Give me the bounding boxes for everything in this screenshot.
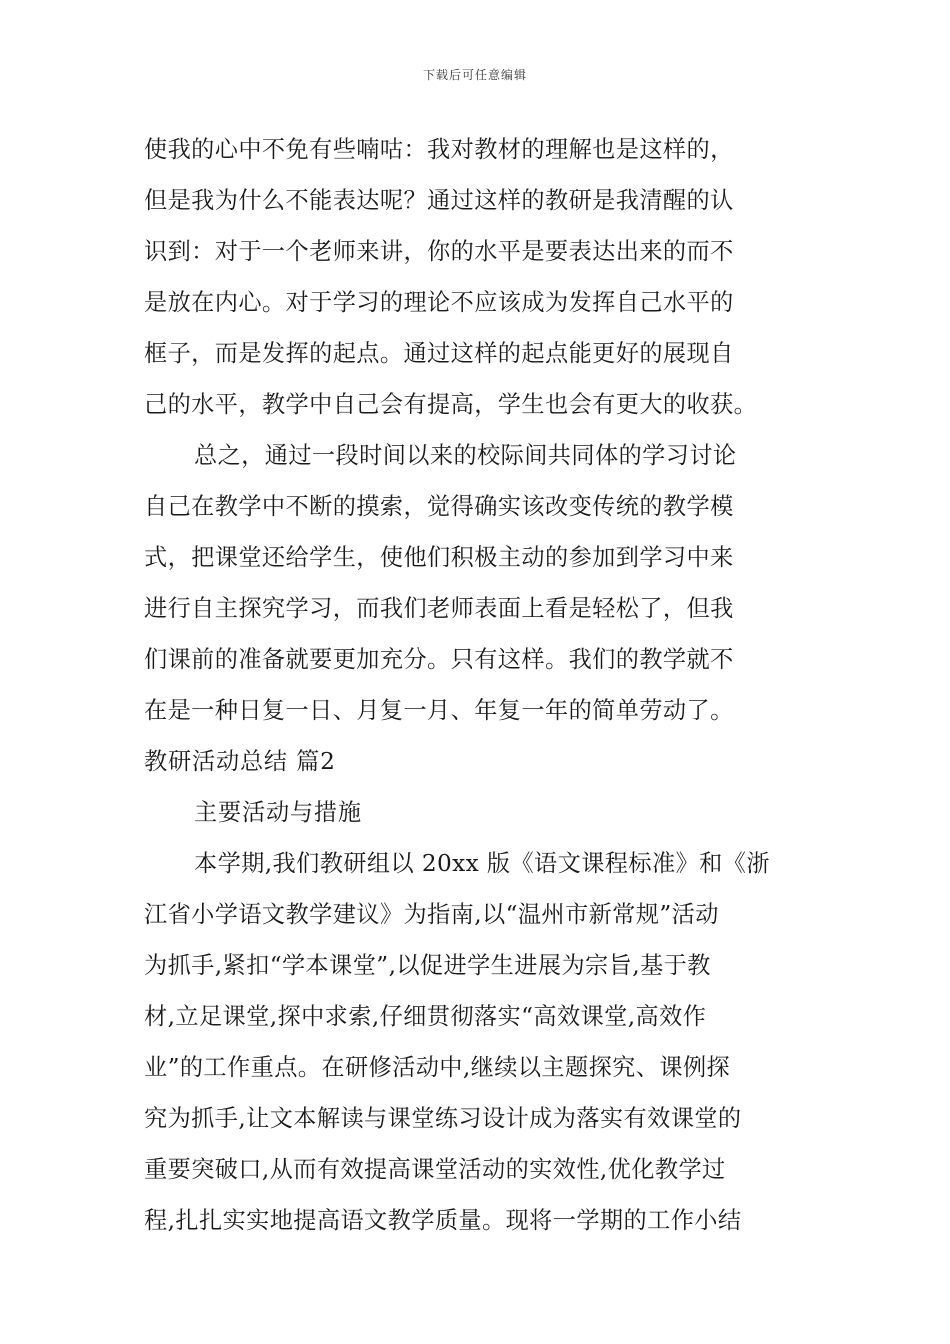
text-line: 材,立足课堂,探中求索,仔细贯彻落实“高效课堂,高效作 [144,1003,707,1030]
paragraph-conclusion [144,430,814,736]
section-title: 教研活动总结 篇2 [144,748,336,775]
subsection-title: 主要活动与措施 [194,799,362,826]
text-line: 业”的工作重点。在研修活动中,继续以主题探究、课例探 [144,1054,731,1081]
text-line: 重要突破口,从而有效提高课堂活动的实效性,优化教学过 [144,1156,726,1183]
text-line: 但是我为什么不能表达呢？通过这样的教研是我清醒的认 [144,187,734,214]
paragraph-activities [144,838,814,1246]
text-line: 江省小学语文教学建议》为指南,以“温州市新常规”活动 [144,901,719,928]
text-line: 在是一种日复一日、月复一月、年复一年的简单劳动了。 [144,697,734,724]
text-line: 程,扎扎实实地提高语文教学质量。现将一学期的工作小结 [144,1207,742,1234]
text-line: 己的水平，教学中自己会有提高，学生也会有更大的收获。 [144,391,758,418]
text-line: 究为抓手,让文本解读与课堂练习设计成为落实有效课堂的 [144,1105,742,1132]
paragraph-reflection [144,124,814,430]
text-line: 总之，通过一段时间以来的校际间共同体的学习讨论 [194,442,737,469]
text-line: 为抓手,紧扣“学本课堂”,以促进学生进展为宗旨,基于教 [144,952,711,979]
document-body [144,124,814,1246]
text-line: 是放在内心。对于学习的理论不应该成为发挥自己水平的 [144,289,734,316]
text-line: 进行自主探究学习，而我们老师表面上看是轻松了，但我 [144,595,734,622]
text-line: 使我的心中不免有些喃咕：我对教材的理解也是这样的， [144,136,734,163]
text-line: 式，把课堂还给学生，使他们积极主动的参加到学习中来 [144,544,734,571]
text-line: 框子，而是发挥的起点。通过这样的起点能更好的展现自 [144,340,734,367]
text-line: 识到：对于一个老师来讲，你的水平是要表达出来的而不 [144,238,734,265]
text-line: 们课前的准备就要更加充分。只有这样。我们的教学就不 [144,646,734,673]
page-header-note: 下载后可任意编辑 [422,68,527,82]
text-line: 自己在教学中不断的摸索，觉得确实该改变传统的教学模 [144,493,734,520]
text-line: 本学期,我们教研组以 20xx 版《语文课程标准》和《浙 [194,850,770,877]
